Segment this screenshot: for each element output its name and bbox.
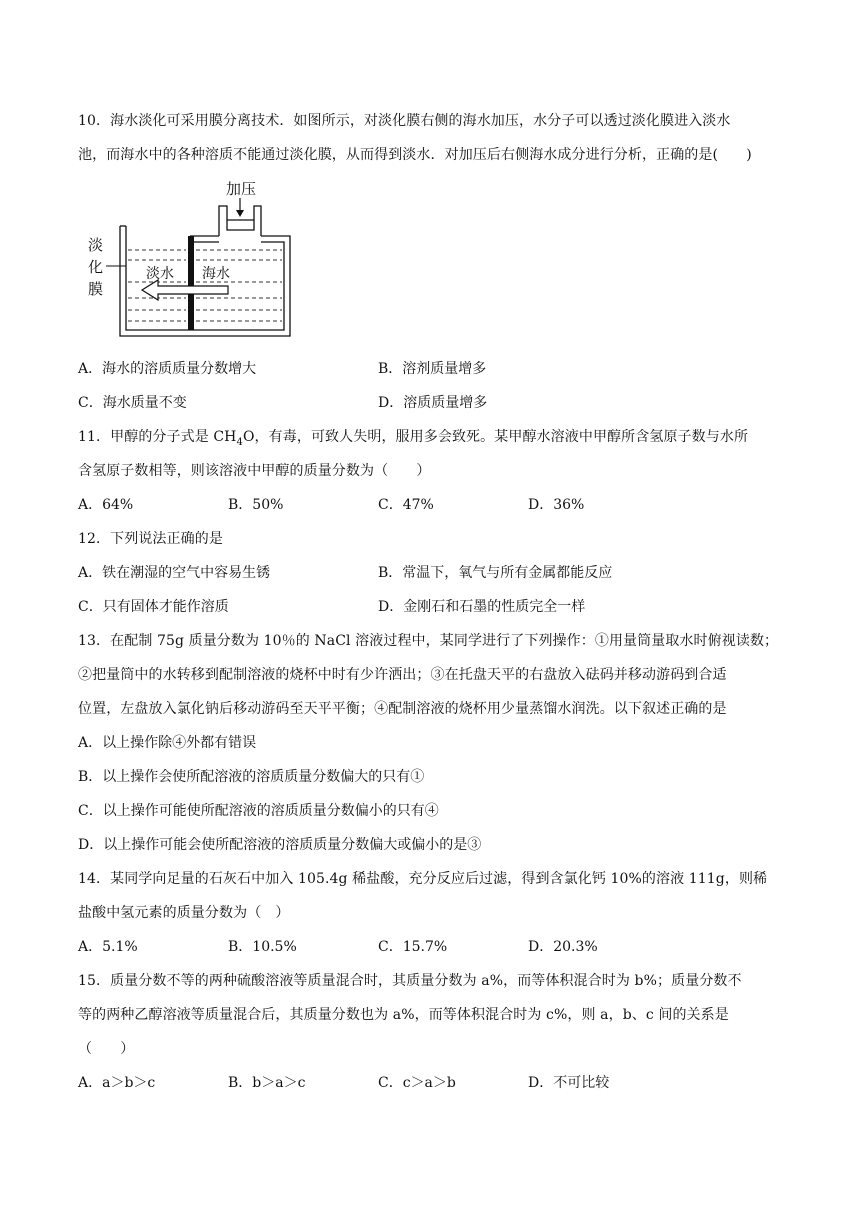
q14-stem-line-1: 14．某同学向足量的石灰石中加入 105.4g 稀盐酸，充分反应后过滤，得到含氯化钙 10%的溶液 111g，则稀	[78, 871, 768, 887]
q11-stem-line-2: 含氢原子数相等，则该溶液中甲醇的质量分数为（ ）	[78, 463, 431, 479]
q13-stem-line-2: ②把量筒中的水转移到配制溶液的烧杯中时有少许洒出；③在托盘天平的右盘放入砝码并移动游码到合适	[78, 667, 727, 683]
q15-option-a[interactable]: A．a＞b＞c	[78, 1075, 156, 1091]
q14-option-a[interactable]: A．5.1%	[78, 939, 138, 955]
q11-option-d[interactable]: D．36%	[528, 497, 585, 513]
q14-option-b[interactable]: B．10.5%	[228, 939, 297, 955]
membrane-label-3: 膜	[88, 280, 104, 298]
q12-option-a[interactable]: A．铁在潮湿的空气中容易生锈	[78, 565, 271, 581]
q15-option-b[interactable]: B．b＞a＞c	[228, 1075, 306, 1091]
q13-option-b[interactable]: B．以上操作会使所配溶液的溶质质量分数偏大的只有①	[78, 769, 425, 785]
q12-stem-line-1: 12．下列说法正确的是	[78, 531, 223, 547]
pressure-label: 加压	[226, 180, 257, 198]
q13-option-d[interactable]: D．以上操作可能会使所配溶液的溶质质量分数偏大或偏小的是③	[78, 837, 482, 853]
q11-subscript: 4	[236, 436, 243, 448]
q13-option-a[interactable]: A．以上操作除④外都有错误	[78, 735, 257, 751]
q14-option-c[interactable]: C．15.7%	[378, 939, 448, 955]
q12-option-b[interactable]: B．常温下，氧气与所有金属都能反应	[378, 565, 613, 581]
q15-stem-line-1: 15．质量分数不等的两种硫酸溶液等质量混合时，其质量分数为 a%，而等体积混合时为 b%；质量分数不	[78, 973, 742, 989]
pressure-arrow-head	[236, 210, 244, 217]
q13-stem-line-3: 位置，左盘放入氯化钠后移动游码至天平平衡；④配制溶液的烧杯用少量蒸馏水润洗。以下叙述正确的是	[78, 701, 727, 717]
membrane-label-1: 淡	[88, 236, 104, 254]
q10-option-a[interactable]: A．海水的溶质质量分数增大	[78, 361, 257, 377]
q10-stem-line-1: 10．海水淡化可采用膜分离技术．如图所示，对淡化膜右侧的海水加压，水分子可以透过淡化膜进入淡水	[78, 113, 731, 129]
q15-stem-line-3: （ ）	[78, 1041, 135, 1057]
sea-water-label: 海水	[202, 266, 230, 282]
q15-stem-line-2: 等的两种乙醇溶液等质量混合后，其质量分数也为 a%，而等体积混合时为 c%，则 a，b、c 间的关系是	[78, 1007, 729, 1023]
q10-option-b[interactable]: B．溶剂质量增多	[378, 361, 487, 377]
q11-option-b[interactable]: B．50%	[228, 497, 284, 513]
q11-option-a[interactable]: A．64%	[78, 497, 134, 513]
q14-option-d[interactable]: D．20.3%	[528, 939, 598, 955]
q15-option-d[interactable]: D．不可比较	[528, 1075, 610, 1091]
q11-stem-line-1: 11．甲醇的分子式是 $CH_4O$，有毒，可致人失明，服用多会致死。某甲醇水溶液中甲醇所含氢原子数与水所	[78, 429, 749, 448]
q13-stem-line-1: 13．在配制 75g 质量分数为 10％的 NaCl 溶液过程中，某同学进行了下列操作：①用量筒量取水时俯视读数；	[78, 633, 779, 649]
q12-option-d[interactable]: D．金刚石和石墨的性质完全一样	[378, 599, 586, 615]
q13-option-c[interactable]: C．以上操作可能使所配溶液的溶质质量分数偏小的只有④	[78, 803, 439, 819]
q10-stem-line-2: 池，而海水中的各种溶质不能通过淡化膜，从而得到淡水．对加压后右侧海水成分进行分析，正确的是( )	[78, 147, 752, 163]
desalination-membrane-figure	[84, 174, 294, 344]
q12-option-c[interactable]: C．只有固体才能作溶质	[78, 599, 229, 615]
membrane-label-2: 化	[88, 258, 104, 276]
q14-stem-line-2: 盐酸中氢元素的质量分数为（ ）	[78, 905, 290, 921]
q11-option-c[interactable]: C．47%	[378, 497, 434, 513]
flow-arrow-icon	[142, 280, 228, 300]
membrane-bar	[188, 236, 194, 330]
q15-option-c[interactable]: C．c＞a＞b	[378, 1075, 456, 1091]
q10-option-c[interactable]: C．海水质量不变	[78, 395, 187, 411]
q10-option-d[interactable]: D．溶质质量增多	[378, 395, 488, 411]
fresh-water-label: 淡水	[146, 266, 174, 282]
